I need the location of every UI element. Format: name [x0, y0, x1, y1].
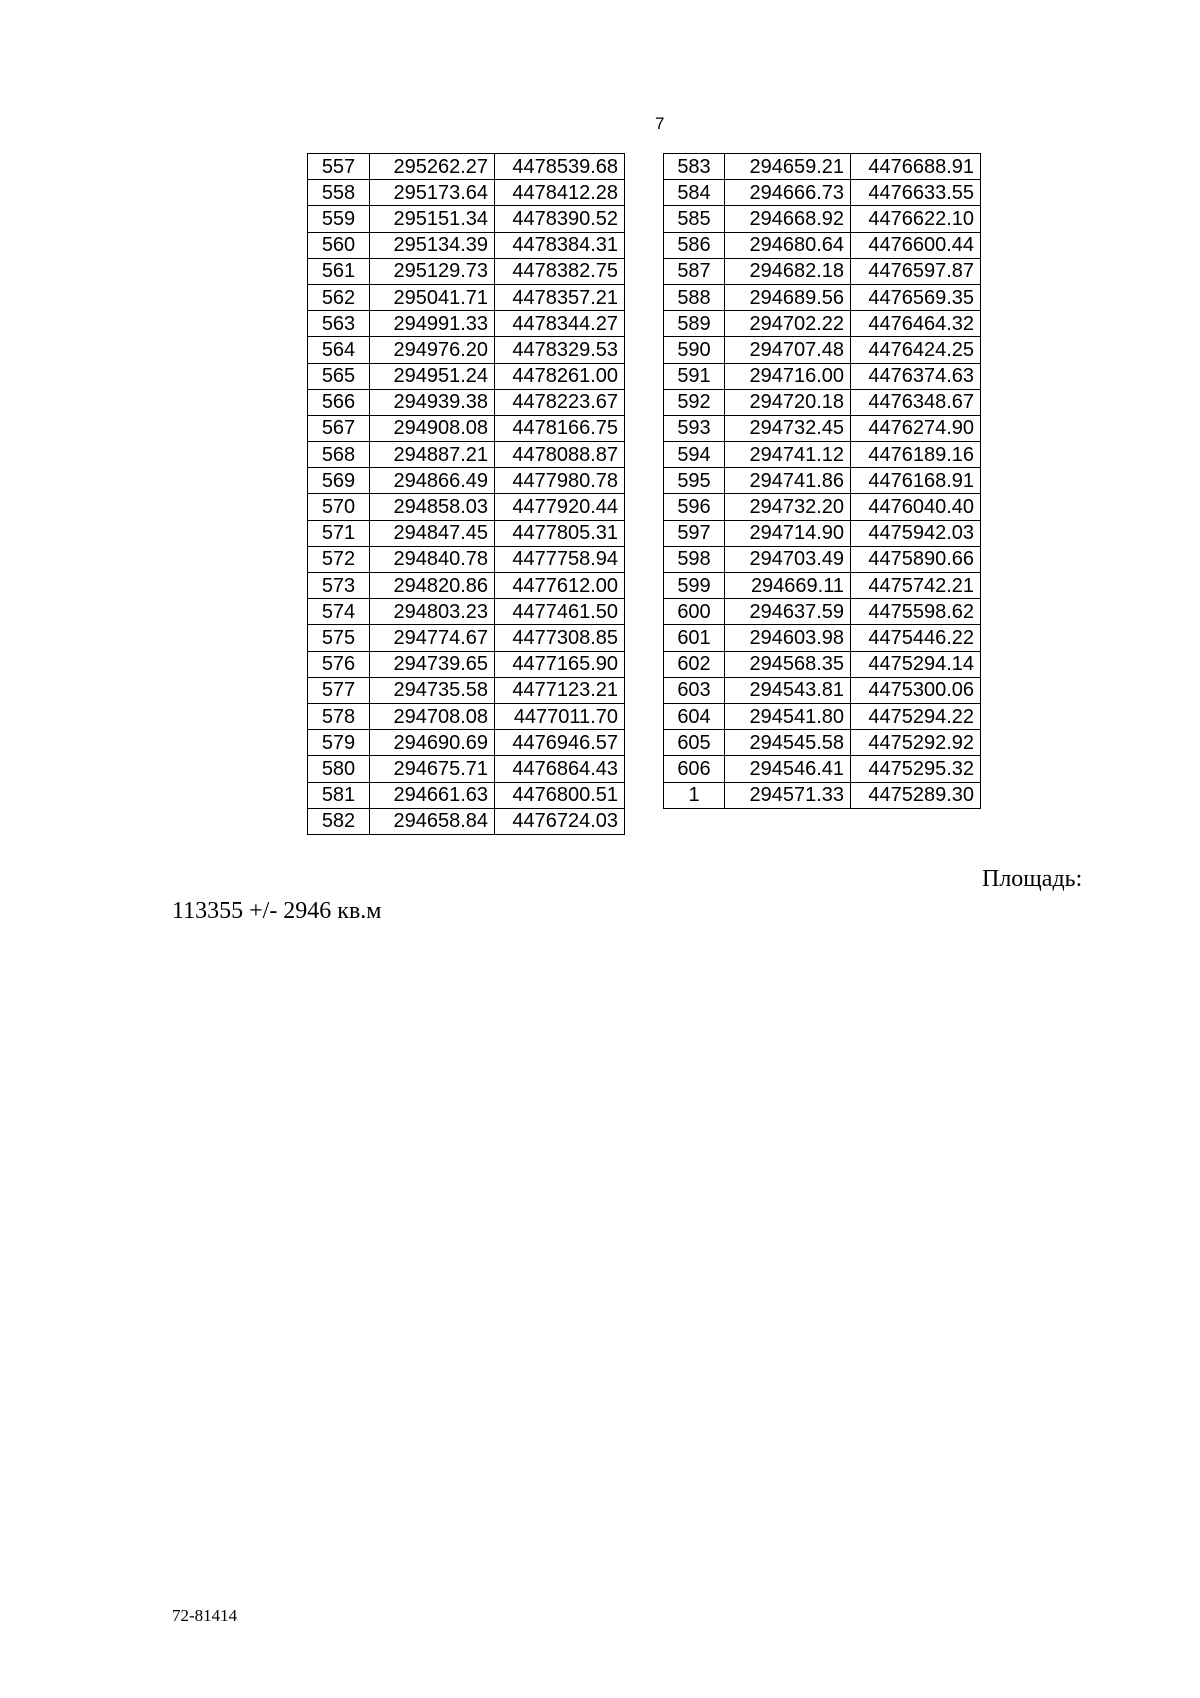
x-coordinate-cell: 294858.03: [370, 494, 495, 520]
x-coordinate-cell: 294661.63: [370, 782, 495, 808]
x-coordinate-cell: 294720.18: [725, 389, 851, 415]
point-number-cell: 596: [664, 494, 725, 520]
point-number-cell: 592: [664, 389, 725, 415]
x-coordinate-cell: 294658.84: [370, 808, 495, 834]
point-number-cell: 600: [664, 599, 725, 625]
point-number-cell: 585: [664, 206, 725, 232]
area-value: 113355 +/- 2946 кв.м: [172, 898, 382, 924]
y-coordinate-cell: 4478412.28: [495, 180, 625, 206]
point-number-cell: 589: [664, 311, 725, 337]
x-coordinate-cell: 294847.45: [370, 520, 495, 546]
point-number-cell: 594: [664, 442, 725, 468]
x-coordinate-cell: 294741.12: [725, 442, 851, 468]
y-coordinate-cell: 4478390.52: [495, 206, 625, 232]
table-row: [308, 311, 625, 337]
y-coordinate-cell: 4475598.62: [851, 599, 981, 625]
y-coordinate-cell: 4476946.57: [495, 730, 625, 756]
point-number-cell: 560: [308, 232, 370, 258]
table-row: [308, 337, 625, 363]
y-coordinate-cell: 4476688.91: [851, 154, 981, 180]
table-row: [664, 232, 981, 258]
table-row: [308, 442, 625, 468]
table-row: [308, 546, 625, 572]
coordinates-table-right: [663, 153, 981, 809]
y-coordinate-cell: 4478357.21: [495, 284, 625, 310]
point-number-cell: 576: [308, 651, 370, 677]
x-coordinate-cell: 294680.64: [725, 232, 851, 258]
x-coordinate-cell: 294703.49: [725, 546, 851, 572]
x-coordinate-cell: 294707.48: [725, 337, 851, 363]
point-number-cell: 572: [308, 546, 370, 572]
y-coordinate-cell: 4477612.00: [495, 573, 625, 599]
y-coordinate-cell: 4476464.32: [851, 311, 981, 337]
table-row: [664, 703, 981, 729]
table-row: [664, 494, 981, 520]
table-row: [308, 389, 625, 415]
table-row: [308, 258, 625, 284]
table-row: [664, 311, 981, 337]
point-number-cell: 604: [664, 703, 725, 729]
y-coordinate-cell: 4475295.32: [851, 756, 981, 782]
x-coordinate-cell: 294669.11: [725, 573, 851, 599]
x-coordinate-cell: 294603.98: [725, 625, 851, 651]
y-coordinate-cell: 4476633.55: [851, 180, 981, 206]
x-coordinate-cell: 294735.58: [370, 677, 495, 703]
y-coordinate-cell: 4477165.90: [495, 651, 625, 677]
y-coordinate-cell: 4475294.22: [851, 703, 981, 729]
point-number-cell: 573: [308, 573, 370, 599]
x-coordinate-cell: 294732.20: [725, 494, 851, 520]
point-number-cell: 584: [664, 180, 725, 206]
coordinates-table-left: [307, 153, 625, 835]
table-row: [308, 599, 625, 625]
table-row: [664, 258, 981, 284]
x-coordinate-cell: 294714.90: [725, 520, 851, 546]
x-coordinate-cell: 294939.38: [370, 389, 495, 415]
point-number-cell: 590: [664, 337, 725, 363]
x-coordinate-cell: 294568.35: [725, 651, 851, 677]
table-row: [308, 625, 625, 651]
x-coordinate-cell: 294702.22: [725, 311, 851, 337]
point-number-cell: 563: [308, 311, 370, 337]
y-coordinate-cell: 4477758.94: [495, 546, 625, 572]
point-number-cell: 559: [308, 206, 370, 232]
table-row: [308, 730, 625, 756]
point-number-cell: 561: [308, 258, 370, 284]
x-coordinate-cell: 294666.73: [725, 180, 851, 206]
point-number-cell: 586: [664, 232, 725, 258]
y-coordinate-cell: 4477805.31: [495, 520, 625, 546]
point-number-cell: 580: [308, 756, 370, 782]
x-coordinate-cell: 295262.27: [370, 154, 495, 180]
y-coordinate-cell: 4477011.70: [495, 703, 625, 729]
table-row: [664, 180, 981, 206]
x-coordinate-cell: 294689.56: [725, 284, 851, 310]
x-coordinate-cell: 294976.20: [370, 337, 495, 363]
table-row: [664, 284, 981, 310]
point-number-cell: 565: [308, 363, 370, 389]
table-row: [308, 520, 625, 546]
y-coordinate-cell: 4475890.66: [851, 546, 981, 572]
point-number-cell: 587: [664, 258, 725, 284]
y-coordinate-cell: 4478223.67: [495, 389, 625, 415]
y-coordinate-cell: 4478166.75: [495, 415, 625, 441]
table-row: [664, 389, 981, 415]
point-number-cell: 562: [308, 284, 370, 310]
table-row: [308, 180, 625, 206]
point-number-cell: 606: [664, 756, 725, 782]
table-row: [308, 363, 625, 389]
y-coordinate-cell: 4476189.16: [851, 442, 981, 468]
table-row: [308, 232, 625, 258]
y-coordinate-cell: 4478261.00: [495, 363, 625, 389]
x-coordinate-cell: 294668.92: [725, 206, 851, 232]
x-coordinate-cell: 295129.73: [370, 258, 495, 284]
table-row: [664, 599, 981, 625]
table-row: [308, 468, 625, 494]
y-coordinate-cell: 4475742.21: [851, 573, 981, 599]
point-number-cell: 601: [664, 625, 725, 651]
point-number-cell: 569: [308, 468, 370, 494]
table-row: [664, 206, 981, 232]
y-coordinate-cell: 4478384.31: [495, 232, 625, 258]
x-coordinate-cell: 294887.21: [370, 442, 495, 468]
table-row: [664, 415, 981, 441]
y-coordinate-cell: 4476040.40: [851, 494, 981, 520]
x-coordinate-cell: 294659.21: [725, 154, 851, 180]
y-coordinate-cell: 4476622.10: [851, 206, 981, 232]
table-row: [308, 573, 625, 599]
point-number-cell: 1: [664, 782, 725, 808]
x-coordinate-cell: 294637.59: [725, 599, 851, 625]
point-number-cell: 557: [308, 154, 370, 180]
y-coordinate-cell: 4475446.22: [851, 625, 981, 651]
y-coordinate-cell: 4478344.27: [495, 311, 625, 337]
y-coordinate-cell: 4475294.14: [851, 651, 981, 677]
y-coordinate-cell: 4475942.03: [851, 520, 981, 546]
point-number-cell: 575: [308, 625, 370, 651]
x-coordinate-cell: 294820.86: [370, 573, 495, 599]
point-number-cell: 595: [664, 468, 725, 494]
x-coordinate-cell: 295041.71: [370, 284, 495, 310]
y-coordinate-cell: 4476600.44: [851, 232, 981, 258]
y-coordinate-cell: 4477308.85: [495, 625, 625, 651]
x-coordinate-cell: 294840.78: [370, 546, 495, 572]
point-number-cell: 602: [664, 651, 725, 677]
table-row: [308, 284, 625, 310]
table-row: [664, 337, 981, 363]
table-row: [664, 651, 981, 677]
point-number-cell: 564: [308, 337, 370, 363]
point-number-cell: 558: [308, 180, 370, 206]
y-coordinate-cell: 4476597.87: [851, 258, 981, 284]
x-coordinate-cell: 294682.18: [725, 258, 851, 284]
point-number-cell: 599: [664, 573, 725, 599]
y-coordinate-cell: 4477920.44: [495, 494, 625, 520]
y-coordinate-cell: 4475292.92: [851, 730, 981, 756]
y-coordinate-cell: 4478329.53: [495, 337, 625, 363]
y-coordinate-cell: 4476724.03: [495, 808, 625, 834]
y-coordinate-cell: 4476168.91: [851, 468, 981, 494]
point-number-cell: 605: [664, 730, 725, 756]
x-coordinate-cell: 294991.33: [370, 311, 495, 337]
y-coordinate-cell: 4475300.06: [851, 677, 981, 703]
x-coordinate-cell: 294908.08: [370, 415, 495, 441]
x-coordinate-cell: 294866.49: [370, 468, 495, 494]
y-coordinate-cell: 4476864.43: [495, 756, 625, 782]
point-number-cell: 577: [308, 677, 370, 703]
point-number-cell: 591: [664, 363, 725, 389]
point-number-cell: 597: [664, 520, 725, 546]
y-coordinate-cell: 4477980.78: [495, 468, 625, 494]
page-number: 7: [655, 114, 665, 133]
x-coordinate-cell: 294543.81: [725, 677, 851, 703]
y-coordinate-cell: 4476274.90: [851, 415, 981, 441]
point-number-cell: 581: [308, 782, 370, 808]
point-number-cell: 574: [308, 599, 370, 625]
x-coordinate-cell: 294716.00: [725, 363, 851, 389]
table-row: [308, 703, 625, 729]
table-row: [664, 677, 981, 703]
table-row: [308, 651, 625, 677]
x-coordinate-cell: 295134.39: [370, 232, 495, 258]
point-number-cell: 570: [308, 494, 370, 520]
point-number-cell: 567: [308, 415, 370, 441]
y-coordinate-cell: 4477123.21: [495, 677, 625, 703]
x-coordinate-cell: 294545.58: [725, 730, 851, 756]
x-coordinate-cell: 294732.45: [725, 415, 851, 441]
table-row: [664, 730, 981, 756]
y-coordinate-cell: 4476800.51: [495, 782, 625, 808]
table-row: [664, 625, 981, 651]
y-coordinate-cell: 4476569.35: [851, 284, 981, 310]
x-coordinate-cell: 294675.71: [370, 756, 495, 782]
point-number-cell: 588: [664, 284, 725, 310]
document-code: 72-81414: [172, 1606, 238, 1625]
x-coordinate-cell: 294690.69: [370, 730, 495, 756]
point-number-cell: 568: [308, 442, 370, 468]
table-row: [664, 546, 981, 572]
x-coordinate-cell: 294803.23: [370, 599, 495, 625]
point-number-cell: 583: [664, 154, 725, 180]
x-coordinate-cell: 294951.24: [370, 363, 495, 389]
x-coordinate-cell: 294774.67: [370, 625, 495, 651]
x-coordinate-cell: 294708.08: [370, 703, 495, 729]
x-coordinate-cell: 294571.33: [725, 782, 851, 808]
x-coordinate-cell: 295151.34: [370, 206, 495, 232]
area-label: Площадь:: [982, 866, 1083, 892]
table-row: [664, 782, 981, 808]
y-coordinate-cell: 4478088.87: [495, 442, 625, 468]
y-coordinate-cell: 4476374.63: [851, 363, 981, 389]
point-number-cell: 582: [308, 808, 370, 834]
table-row: [664, 573, 981, 599]
x-coordinate-cell: 294741.86: [725, 468, 851, 494]
x-coordinate-cell: 294541.80: [725, 703, 851, 729]
point-number-cell: 593: [664, 415, 725, 441]
y-coordinate-cell: 4478539.68: [495, 154, 625, 180]
table-row: [308, 808, 625, 834]
x-coordinate-cell: 294739.65: [370, 651, 495, 677]
table-row: [664, 363, 981, 389]
y-coordinate-cell: 4475289.30: [851, 782, 981, 808]
y-coordinate-cell: 4476424.25: [851, 337, 981, 363]
x-coordinate-cell: 294546.41: [725, 756, 851, 782]
y-coordinate-cell: 4477461.50: [495, 599, 625, 625]
point-number-cell: 598: [664, 546, 725, 572]
table-row: [308, 677, 625, 703]
table-row: [308, 494, 625, 520]
point-number-cell: 566: [308, 389, 370, 415]
x-coordinate-cell: 295173.64: [370, 180, 495, 206]
table-row: [308, 415, 625, 441]
table-row: [308, 782, 625, 808]
table-row: [664, 520, 981, 546]
table-row: [308, 154, 625, 180]
table-row: [308, 206, 625, 232]
table-row: [664, 756, 981, 782]
y-coordinate-cell: 4478382.75: [495, 258, 625, 284]
y-coordinate-cell: 4476348.67: [851, 389, 981, 415]
table-row: [664, 154, 981, 180]
table-row: [664, 442, 981, 468]
point-number-cell: 603: [664, 677, 725, 703]
point-number-cell: 579: [308, 730, 370, 756]
table-row: [308, 756, 625, 782]
point-number-cell: 571: [308, 520, 370, 546]
table-row: [664, 468, 981, 494]
point-number-cell: 578: [308, 703, 370, 729]
